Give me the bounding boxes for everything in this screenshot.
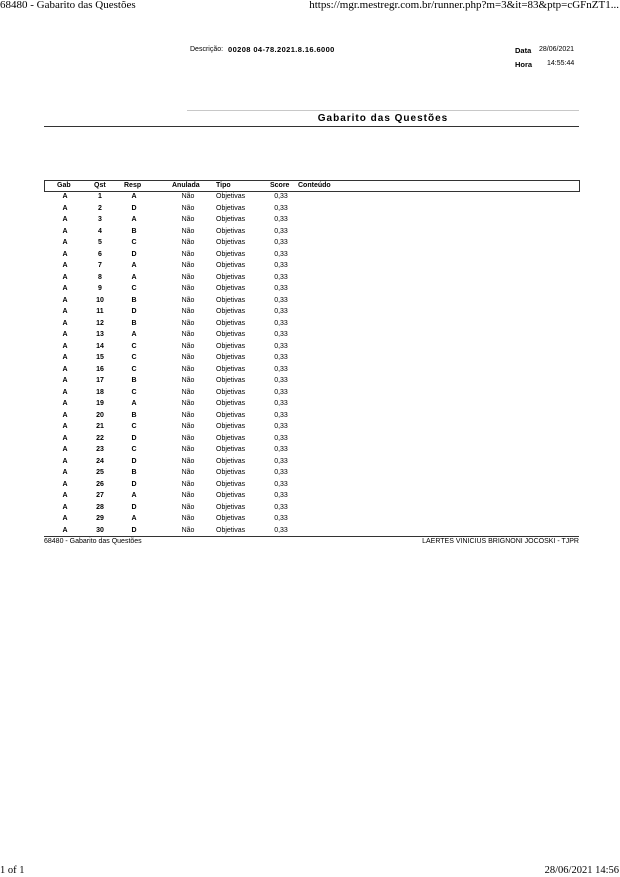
table-row	[0, 226, 620, 238]
answer-cell: D	[131, 480, 137, 488]
column-header-resp: Resp	[124, 182, 142, 189]
question-number-cell: 28	[96, 503, 104, 511]
annulled-cell: Não	[181, 365, 195, 373]
gabarito-cell: A	[62, 204, 68, 212]
description-label: Descrição:	[190, 46, 224, 53]
column-header-anulada: Anulada	[172, 182, 200, 189]
title-rule-bottom	[44, 126, 579, 127]
score-cell: 0,33	[274, 446, 288, 453]
gabarito-cell: A	[62, 503, 68, 511]
gabarito-cell: A	[62, 262, 68, 269]
date-label: Data	[515, 46, 532, 55]
annulled-cell: Não	[181, 377, 195, 384]
table-row	[0, 490, 620, 502]
question-number-cell: 9	[98, 285, 102, 292]
answer-cell: C	[131, 365, 137, 373]
table-row	[0, 387, 620, 399]
question-number-cell: 1	[98, 193, 102, 200]
table-row	[0, 479, 620, 491]
score-cell: 0,33	[274, 354, 288, 361]
score-cell: 0,33	[274, 262, 288, 269]
answer-cell: B	[131, 377, 137, 384]
question-number-cell: 7	[98, 262, 102, 269]
question-number-cell: 10	[96, 296, 104, 304]
type-cell: Objetivas	[216, 285, 246, 292]
annulled-cell: Não	[181, 503, 195, 511]
annulled-cell: Não	[181, 239, 195, 246]
type-cell: Objetivas	[216, 250, 246, 258]
table-row	[0, 467, 620, 479]
score-cell: 0,33	[274, 331, 288, 338]
annulled-cell: Não	[181, 262, 195, 269]
score-cell: 0,33	[274, 204, 288, 212]
question-number-cell: 23	[96, 446, 104, 453]
score-cell: 0,33	[274, 480, 288, 488]
answer-cell: D	[131, 526, 137, 534]
score-cell: 0,33	[274, 285, 288, 292]
gabarito-cell: A	[62, 227, 68, 235]
gabarito-cell: A	[62, 434, 68, 442]
answer-cell: C	[131, 342, 137, 350]
annulled-cell: Não	[181, 193, 195, 200]
question-number-cell: 24	[96, 457, 104, 465]
gabarito-cell: A	[62, 469, 68, 476]
type-cell: Objetivas	[216, 331, 246, 338]
answer-cell: A	[131, 216, 137, 223]
answer-cell: D	[131, 250, 137, 258]
gabarito-cell: A	[62, 331, 68, 338]
column-header-gab: Gab	[57, 182, 71, 189]
type-cell: Objetivas	[216, 446, 246, 453]
section-title: Gabarito das Questões	[317, 113, 449, 124]
question-number-cell: 3	[98, 216, 102, 223]
table-row	[0, 525, 620, 537]
gabarito-cell: A	[62, 193, 68, 200]
column-header-qst: Qst	[94, 182, 106, 189]
annulled-cell: Não	[181, 285, 195, 292]
question-number-cell: 19	[96, 400, 104, 407]
table-row	[0, 502, 620, 514]
answer-cell: D	[131, 308, 137, 315]
answer-cell: A	[131, 400, 137, 407]
gabarito-cell: A	[62, 250, 68, 258]
annulled-cell: Não	[181, 526, 195, 534]
table-row	[0, 329, 620, 341]
score-cell: 0,33	[274, 469, 288, 476]
score-cell: 0,33	[274, 492, 288, 499]
gabarito-cell: A	[62, 354, 68, 361]
annulled-cell: Não	[181, 492, 195, 499]
score-cell: 0,33	[274, 411, 288, 419]
question-number-cell: 11	[96, 308, 104, 315]
gabarito-cell: A	[62, 492, 68, 499]
answer-cell: A	[131, 515, 137, 522]
gabarito-cell: A	[62, 365, 68, 373]
score-cell: 0,33	[274, 216, 288, 223]
answer-cell: A	[131, 492, 137, 499]
table-row	[0, 433, 620, 445]
type-cell: Objetivas	[216, 515, 246, 522]
annulled-cell: Não	[181, 331, 195, 338]
annulled-cell: Não	[181, 273, 195, 281]
type-cell: Objetivas	[216, 239, 246, 246]
title-rule-top	[187, 110, 579, 111]
annulled-cell: Não	[181, 250, 195, 258]
question-number-cell: 21	[96, 423, 104, 430]
question-number-cell: 27	[96, 492, 104, 499]
gabarito-cell: A	[62, 526, 68, 534]
question-number-cell: 22	[96, 434, 104, 442]
type-cell: Objetivas	[216, 227, 246, 235]
gabarito-cell: A	[62, 400, 68, 407]
type-cell: Objetivas	[216, 354, 246, 361]
print-header-url: https://mgr.mestregr.com.br/runner.php?m=3&it=83&ptp=cGFnZT1...	[309, 0, 619, 11]
answer-cell: D	[131, 503, 137, 511]
score-cell: 0,33	[274, 365, 288, 373]
gabarito-cell: A	[62, 411, 68, 419]
score-cell: 0,33	[274, 400, 288, 407]
annulled-cell: Não	[181, 411, 195, 419]
gabarito-cell: A	[62, 342, 68, 350]
annulled-cell: Não	[181, 319, 195, 327]
question-number-cell: 29	[96, 515, 104, 522]
type-cell: Objetivas	[216, 377, 246, 384]
question-number-cell: 17	[96, 377, 104, 384]
table-row	[0, 260, 620, 272]
score-cell: 0,33	[274, 227, 288, 235]
type-cell: Objetivas	[216, 423, 246, 430]
table-row	[0, 375, 620, 387]
score-cell: 0,33	[274, 515, 288, 522]
table-row	[0, 214, 620, 226]
type-cell: Objetivas	[216, 365, 246, 373]
gabarito-cell: A	[62, 319, 68, 327]
date-value: 28/06/2021	[539, 46, 575, 53]
score-cell: 0,33	[274, 388, 288, 396]
table-row	[0, 444, 620, 456]
answer-cell: B	[131, 411, 137, 419]
question-number-cell: 20	[96, 411, 104, 419]
question-number-cell: 2	[98, 204, 102, 212]
score-cell: 0,33	[274, 526, 288, 534]
score-cell: 0,33	[274, 457, 288, 465]
type-cell: Objetivas	[216, 480, 246, 488]
answer-cell: C	[131, 354, 137, 361]
answer-cell: C	[131, 239, 137, 246]
print-footer-datetime: 28/06/2021 14:56	[544, 865, 619, 876]
answer-cell: D	[131, 434, 137, 442]
question-number-cell: 26	[96, 480, 104, 488]
question-number-cell: 8	[98, 273, 102, 281]
type-cell: Objetivas	[216, 193, 246, 200]
gabarito-cell: A	[62, 457, 68, 465]
type-cell: Objetivas	[216, 411, 246, 419]
table-row	[0, 513, 620, 525]
gabarito-cell: A	[62, 273, 68, 281]
report-footer-user: LAERTES VINICIUS BRIGNONI JOCOSKI - TJPR	[422, 538, 579, 545]
annulled-cell: Não	[181, 446, 195, 453]
answer-cell: B	[131, 469, 137, 476]
type-cell: Objetivas	[216, 216, 246, 223]
table-row	[0, 237, 620, 249]
question-number-cell: 14	[96, 342, 104, 350]
annulled-cell: Não	[181, 457, 195, 465]
gabarito-cell: A	[62, 216, 68, 223]
score-cell: 0,33	[274, 193, 288, 200]
answer-cell: A	[131, 193, 137, 200]
score-cell: 0,33	[274, 273, 288, 281]
score-cell: 0,33	[274, 503, 288, 511]
score-cell: 0,33	[274, 423, 288, 430]
score-cell: 0,33	[274, 434, 288, 442]
type-cell: Objetivas	[216, 526, 246, 534]
annulled-cell: Não	[181, 227, 195, 235]
answer-cell: C	[131, 446, 137, 453]
table-row	[0, 352, 620, 364]
gabarito-cell: A	[62, 296, 68, 304]
question-number-cell: 30	[96, 526, 104, 534]
question-number-cell: 16	[96, 365, 104, 373]
score-cell: 0,33	[274, 239, 288, 246]
time-label: Hora	[515, 60, 533, 69]
table-row	[0, 249, 620, 261]
answer-cell: B	[131, 227, 137, 235]
table-row	[0, 318, 620, 330]
table-row	[0, 272, 620, 284]
type-cell: Objetivas	[216, 400, 246, 407]
gabarito-cell: A	[62, 239, 68, 246]
answer-cell: B	[131, 296, 137, 304]
score-cell: 0,33	[274, 296, 288, 304]
column-header-score: Score	[270, 182, 290, 189]
table-row	[0, 203, 620, 215]
score-cell: 0,33	[274, 250, 288, 258]
annulled-cell: Não	[181, 388, 195, 396]
table-row	[0, 421, 620, 433]
annulled-cell: Não	[181, 308, 195, 315]
annulled-cell: Não	[181, 423, 195, 430]
question-number-cell: 4	[98, 227, 102, 235]
annulled-cell: Não	[181, 515, 195, 522]
question-number-cell: 12	[96, 319, 104, 327]
answer-cell: D	[131, 457, 137, 465]
annulled-cell: Não	[181, 434, 195, 442]
type-cell: Objetivas	[216, 503, 246, 511]
description-value: 00208 04-78.2021.8.16.6000	[228, 45, 335, 54]
gabarito-cell: A	[62, 388, 68, 396]
answer-cell: D	[131, 204, 137, 212]
question-number-cell: 25	[96, 469, 104, 476]
question-number-cell: 6	[98, 250, 102, 258]
annulled-cell: Não	[181, 354, 195, 361]
answer-cell: C	[131, 388, 137, 396]
score-cell: 0,33	[274, 308, 288, 315]
gabarito-cell: A	[62, 377, 68, 384]
type-cell: Objetivas	[216, 434, 246, 442]
table-row	[0, 341, 620, 353]
annulled-cell: Não	[181, 469, 195, 476]
question-number-cell: 5	[98, 239, 102, 246]
question-number-cell: 15	[96, 354, 104, 361]
annulled-cell: Não	[181, 216, 195, 223]
score-cell: 0,33	[274, 377, 288, 384]
type-cell: Objetivas	[216, 204, 246, 212]
table-row	[0, 398, 620, 410]
table-row	[0, 410, 620, 422]
footer-rule	[44, 536, 579, 537]
table-row	[0, 306, 620, 318]
gabarito-cell: A	[62, 308, 68, 315]
table-row	[0, 295, 620, 307]
column-header-tipo: Tipo	[216, 182, 231, 189]
type-cell: Objetivas	[216, 342, 246, 350]
print-footer-pages: 1 of 1	[0, 865, 25, 876]
table-row	[0, 456, 620, 468]
type-cell: Objetivas	[216, 388, 246, 396]
answer-cell: B	[131, 319, 137, 327]
table-row	[0, 283, 620, 295]
answer-cell: A	[131, 331, 137, 338]
type-cell: Objetivas	[216, 262, 246, 269]
score-cell: 0,33	[274, 319, 288, 327]
annulled-cell: Não	[181, 400, 195, 407]
answer-cell: C	[131, 423, 137, 430]
answer-cell: A	[131, 262, 137, 269]
annulled-cell: Não	[181, 480, 195, 488]
type-cell: Objetivas	[216, 273, 246, 281]
type-cell: Objetivas	[216, 469, 246, 476]
type-cell: Objetivas	[216, 492, 246, 499]
score-cell: 0,33	[274, 342, 288, 350]
annulled-cell: Não	[181, 296, 195, 304]
time-value: 14:55:44	[547, 60, 575, 67]
annulled-cell: Não	[181, 204, 195, 212]
gabarito-cell: A	[62, 480, 68, 488]
gabarito-cell: A	[62, 446, 68, 453]
type-cell: Objetivas	[216, 457, 246, 465]
gabarito-cell: A	[62, 423, 68, 430]
report-footer-title: 68480 - Gabarito das Questões	[44, 538, 142, 545]
table-row	[0, 191, 620, 203]
table-row	[0, 364, 620, 376]
annulled-cell: Não	[181, 342, 195, 350]
question-number-cell: 13	[96, 331, 104, 338]
gabarito-cell: A	[62, 515, 68, 522]
print-header-title: 68480 - Gabarito das Questões	[0, 0, 136, 11]
answer-cell: C	[131, 285, 137, 292]
type-cell: Objetivas	[216, 319, 246, 327]
type-cell: Objetivas	[216, 308, 246, 315]
gabarito-cell: A	[62, 285, 68, 292]
answer-cell: A	[131, 273, 137, 281]
question-number-cell: 18	[96, 388, 104, 396]
type-cell: Objetivas	[216, 296, 246, 304]
column-header-conteudo: Conteúdo	[298, 182, 331, 189]
